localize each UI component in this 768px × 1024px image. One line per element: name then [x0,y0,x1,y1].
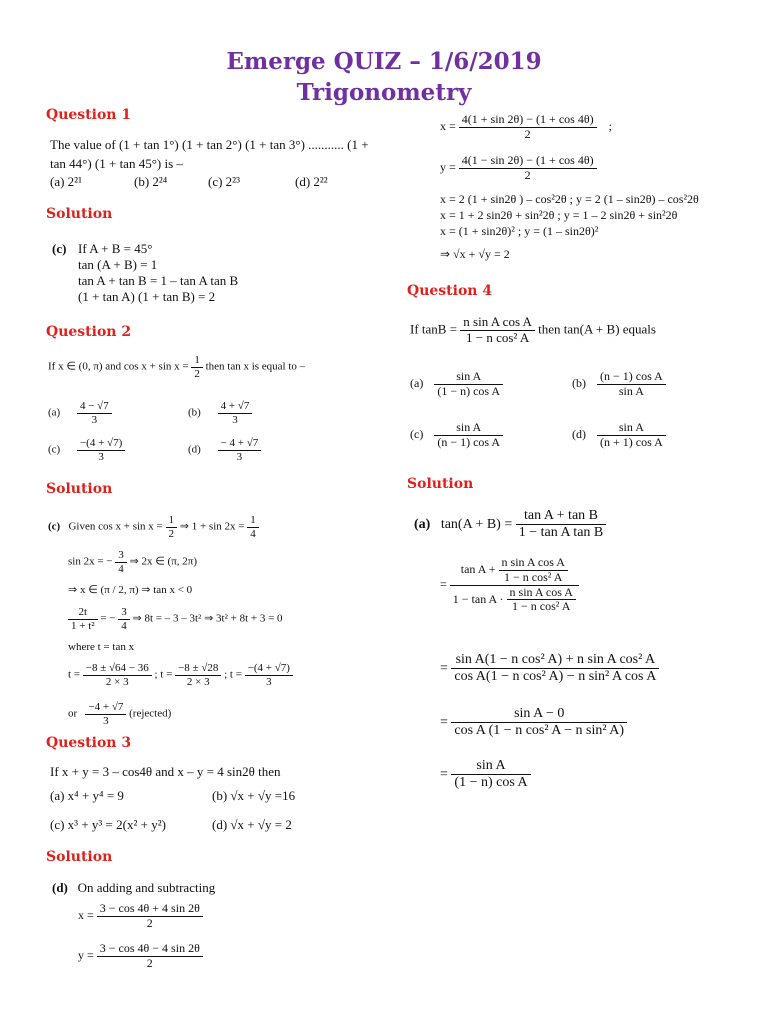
fraction-denominator: 2 [194,367,200,380]
compound-denominator [450,586,579,615]
fraction-denominator: 3 [103,714,109,727]
question-2-option-d [188,437,261,463]
fraction [97,942,203,971]
fraction-denominator: (1 − n) cos A [454,775,528,791]
fraction [247,514,259,540]
solution-2-line5: where t = tan x [68,641,135,653]
question-4-option-d [572,421,666,450]
solution-4-heading: Solution [407,476,474,492]
math-text: ⇒ 1 + sin 2x = [179,520,245,533]
fraction-numerator: 4 + √7 [218,400,253,414]
fraction-numerator: 4 − √7 [77,400,112,414]
solution-3-y-expanded [440,154,597,183]
fraction-denominator: 4 [121,619,127,632]
solution-2-answer-tag: (c) [48,520,61,533]
fraction [451,758,530,791]
fraction-numerator: (n − 1) cos A [597,370,666,385]
solution-2-line3: ⇒ x ∈ (π / 2, π) ⇒ tan x < 0 [68,584,193,596]
fraction-numerator: − 4 + √7 [218,437,262,451]
fraction [597,370,666,399]
question-4-stem [410,315,656,346]
fraction-denominator: 3 [98,450,104,463]
fraction [175,662,221,688]
fraction-denominator: 4 [118,562,124,575]
fraction [597,421,666,450]
math-text: If tanB = [410,321,458,337]
option-label: (b) [188,406,201,419]
math-text: y = [78,948,94,963]
fraction-numerator: −4 + √7 [85,701,126,715]
fraction-numerator: −(4 + √7) [245,662,293,676]
compound-numerator [450,556,579,586]
question-4-option-c [410,421,503,450]
question-3-option-c: (c) x³ + y³ = 2(x² + y²) [50,817,166,832]
option-label: (a) [410,376,424,391]
fraction-denominator: 3 [236,450,243,463]
fraction [218,400,253,426]
fraction [166,514,178,540]
question-2-heading: Question 2 [46,324,132,340]
fraction [191,354,203,380]
fraction [245,662,293,688]
fraction-denominator: (n + 1) cos A [600,434,663,449]
option-label: (d) [188,443,201,456]
option-label: (b) [572,376,586,391]
solution-3-line: x = 2 (1 + sin2θ ) – cos²2θ ; y = 2 (1 – sin2θ) – cos²2θ [440,192,699,206]
solution-3-x-equation [78,902,203,931]
fraction-denominator: 1 + t² [71,619,95,632]
fraction-numerator: 4(1 + sin 2θ) − (1 + cos 4θ) [459,113,597,128]
fraction-numerator: −(4 + √7) [77,437,125,451]
fraction-denominator: 2 [146,915,153,930]
math-text: ; t = [224,668,242,681]
fraction-denominator: cos A(1 − n cos² A) − n sin² A cos A [454,669,657,685]
fraction-numerator: 3 [118,606,130,620]
math-text: sin 2x = − [68,555,113,568]
fraction-denominator: 2 [168,527,175,540]
fraction-numerator: tan A + tan B [516,508,607,525]
fraction [460,315,535,346]
fraction [97,902,203,931]
fraction [516,508,607,541]
question-4-option-a [410,370,503,399]
fraction [434,421,503,450]
solution-3-line1 [52,880,215,896]
fraction-denominator: (n − 1) cos A [437,434,501,449]
option-label: (a) [48,406,61,419]
solution-3-line: ⇒ √x + √y = 2 [440,247,510,261]
fraction-denominator: 3 [266,675,272,688]
fraction [499,556,568,585]
solution-2-line2 [68,549,197,575]
question-3-heading: Question 3 [46,735,132,751]
fraction-numerator: −8 ± √64 − 36 [83,662,152,676]
fraction-numerator: sin A − 0 [451,706,627,723]
solution-3-line: x = 1 + 2 sin2θ + sin²2θ ; y = 1 – 2 sin2θ + sin²2θ [440,208,678,222]
math-text: y = [440,160,456,175]
fraction [451,652,659,685]
question-3-option-a: (a) x⁴ + y⁴ = 9 [50,788,124,803]
quiz-title: Emerge QUIZ – 1/6/2019 [226,48,542,75]
fraction-numerator: n sin A cos A [507,586,576,601]
fraction [451,706,627,739]
fraction-numerator: 1 [191,354,203,368]
solution-2-line1 [48,514,259,540]
question-3-stem: If x + y = 3 – cos4θ and x – y = 4 sin2θ then [50,764,281,779]
solution-4-line2 [440,556,579,614]
fraction-numerator: sin A [597,421,666,436]
fraction [85,701,126,727]
fraction-denominator: 1 − n cos² A [512,599,571,614]
fraction-numerator: 1 [247,514,259,528]
fraction-numerator: 2t [68,606,98,620]
question-4-heading: Question 4 [407,283,493,299]
math-text: t = [68,668,81,681]
math-text: = [440,576,447,591]
fraction-numerator: sin A(1 − n cos² A) + n sin A cos² A [451,652,659,669]
math-text: tan(A + B) = [440,516,513,532]
solution-4-line3 [440,652,659,685]
option-label: (d) [572,427,586,442]
fraction [68,606,98,632]
question-1-option-d: (d) 2²² [295,174,328,189]
fraction [83,662,152,688]
math-text: = [440,766,448,782]
math-text: Given cos x + sin x = [68,520,163,533]
fraction-numerator: 3 [115,549,127,563]
fraction-denominator: 4 [250,527,256,540]
solution-2-line4 [68,606,283,632]
solution-2-heading: Solution [46,481,113,497]
solution-3-y-equation [78,942,203,971]
fraction [77,437,125,463]
fraction-numerator: sin A [434,370,503,385]
solution-3-line: x = (1 + sin2θ)² ; y = (1 – sin2θ)² [440,224,599,238]
fraction-denominator: cos A (1 − n cos² A − n sin² A) [454,723,625,739]
solution-1-line: (1 + tan A) (1 + tan B) = 2 [78,289,216,304]
question-2-stem [48,354,305,380]
math-text: 1 − tan A · [452,591,504,606]
question-2-stem-suffix: then tan x is equal to – [205,360,306,373]
fraction [77,400,112,426]
quiz-subtitle: Trigonometry [296,79,472,106]
fraction-denominator: 2 [524,126,531,141]
question-1-heading: Question 1 [46,107,132,123]
solution-1-heading: Solution [46,206,113,222]
option-label: (c) [48,443,61,456]
math-text: ; t = [154,668,173,681]
solution-4-line4 [440,706,627,739]
fraction [218,437,262,463]
math-text: = [440,714,448,730]
question-2-option-a [48,400,112,426]
fraction-denominator: 2 × 3 [186,675,210,688]
solution-2-line7 [68,701,171,727]
fraction [118,606,130,632]
fraction-numerator: 4(1 − sin 2θ) − (1 + cos 4θ) [459,154,597,169]
question-1-option-a: (a) 2²¹ [50,174,82,189]
fraction-numerator: −8 ± √28 [175,662,221,676]
solution-3-answer-tag: (d) [52,880,68,895]
fraction-numerator: 1 [166,514,178,528]
fraction-numerator: n sin A cos A [499,556,568,571]
math-text: = − [100,612,116,625]
math-text: ⇒ 2x ∈ (π, 2π) [129,555,197,568]
solution-1-line: tan A + tan B = 1 – tan A tan B [78,273,239,288]
fraction-denominator: 1 − n cos² A [504,569,563,584]
question-1-stem-line2: tan 44°) (1 + tan 45°) is – [50,156,183,171]
solution-4-answer-tag: (a) [414,516,431,532]
question-1-option-b: (b) 2²⁴ [134,174,168,189]
fraction-denominator: (1 − n) cos A [437,383,501,398]
fraction-numerator: 3 − cos 4θ + 4 sin 2θ [97,902,203,917]
fraction [507,586,576,615]
math-text: ⇒ 8t = – 3 – 3t² ⇒ 3t² + 8t + 3 = 0 [132,612,283,625]
solution-3-heading: Solution [46,849,113,865]
question-2-option-b [188,400,252,426]
fraction-denominator: 2 × 3 [105,675,129,688]
solution-2-line6 [68,662,293,688]
math-text: (rejected) [129,707,172,720]
math-text: x = [78,908,94,923]
math-text: or [68,707,78,720]
fraction-denominator: 1 − tan A tan B [518,525,604,541]
fraction-denominator: 3 [91,413,98,426]
fraction-denominator: 2 [524,167,531,182]
fraction [459,113,597,142]
fraction-denominator: 2 [146,955,153,970]
fraction-numerator: n sin A cos A [460,315,535,331]
question-4-option-b [572,370,666,399]
compound-fraction [450,556,579,614]
question-1-option-c: (c) 2²³ [208,174,240,189]
question-3-option-d: (d) √x + √y = 2 [212,817,292,832]
question-2-stem-prefix: If x ∈ (0, π) and cos x + sin x = [48,360,189,373]
fraction-numerator: sin A [434,421,503,436]
fraction-numerator: 3 − cos 4θ − 4 sin 2θ [97,942,203,957]
question-2-option-c [48,437,125,463]
option-label: (c) [410,427,424,442]
math-text: then tan(A + B) equals [538,321,656,337]
math-text: On adding and subtracting [77,880,216,895]
math-text: ; [608,119,612,134]
solution-4-line5 [440,758,531,791]
solution-1-line: If A + B = 45° [78,241,153,256]
fraction [115,549,127,575]
math-text: tan A + [460,562,496,577]
math-text: = [440,660,448,676]
solution-1-line: tan (A + B) = 1 [78,257,158,272]
math-text: x = [440,119,456,134]
fraction-denominator: 1 − n cos² A [465,329,530,345]
question-3-option-b: (b) √x + √y =16 [212,788,296,803]
fraction [434,370,503,399]
fraction-numerator: sin A [451,758,530,775]
fraction-denominator: sin A [618,383,644,398]
solution-4-line1 [414,508,606,541]
question-1-stem-line1: The value of (1 + tan 1°) (1 + tan 2°) (1 + tan 3°) ........... (1 + [50,137,369,152]
solution-1-answer-tag: (c) [52,241,67,256]
fraction-denominator: 3 [232,413,238,426]
solution-3-x-expanded [440,113,612,142]
fraction [459,154,597,183]
